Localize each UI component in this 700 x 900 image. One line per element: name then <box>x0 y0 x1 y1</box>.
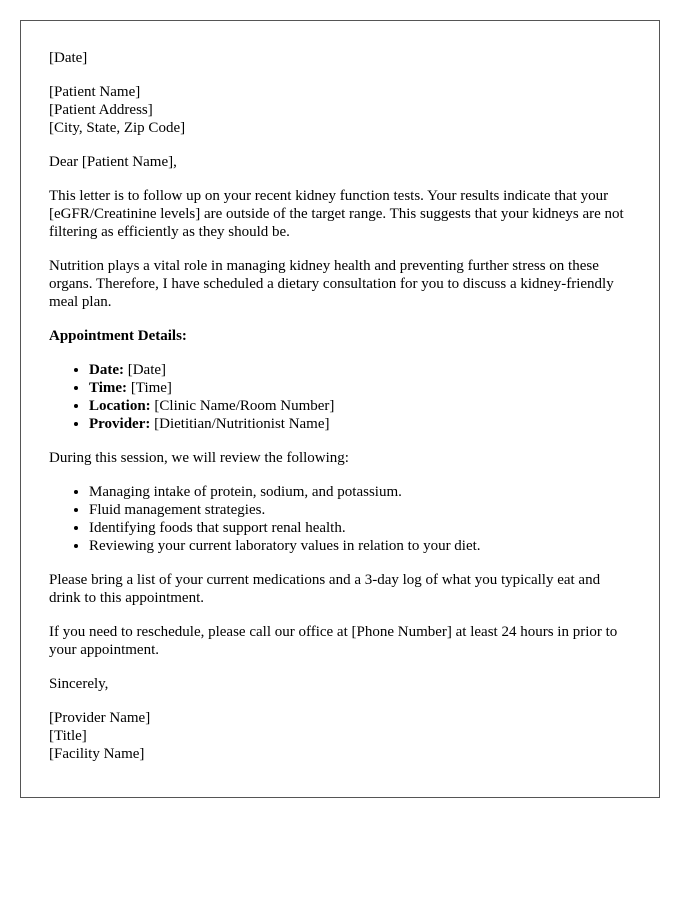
recipient-address: [Patient Address] <box>49 102 153 118</box>
appointment-provider-label: Provider: <box>89 416 151 432</box>
appointment-details-list <box>49 361 629 433</box>
signature-block <box>49 709 629 763</box>
appointment-heading: Appointment Details: <box>49 328 187 344</box>
signature-title: [Title] <box>49 728 87 744</box>
paragraph-test-results: This letter is to follow up on your recent kidney function tests. Your results indicate that your [eGFR/Creatinine levels] are outside of the target range. This suggests that your kidneys are not filtering as efficiently as they should be. <box>49 188 624 240</box>
closing: Sincerely, <box>49 676 109 692</box>
paragraph-bring-items: Please bring a list of your current medications and a 3-day log of what you typically eat and drink to this appointment. <box>49 572 601 606</box>
paragraph-reschedule: If you need to reschedule, please call our office at [Phone Number] at least 24 hours in prior to your appointment. <box>49 624 618 658</box>
recipient-block <box>49 83 629 137</box>
signature-provider-name: [Provider Name] <box>49 710 151 726</box>
salutation: Dear [Patient Name], <box>49 154 177 170</box>
review-topic-item: • Managing intake of protein, sodium, and potassium. <box>89 483 629 501</box>
appointment-provider-item <box>89 415 629 433</box>
appointment-location-item <box>89 397 629 415</box>
letter-date: [Date] <box>49 50 88 66</box>
appointment-time-value: [Time] <box>127 380 172 396</box>
review-topic-item: • Fluid management strategies. <box>89 501 629 519</box>
review-topics-list <box>49 483 629 555</box>
review-intro: During this session, we will review the following: <box>49 450 349 466</box>
appointment-time-item <box>89 379 629 397</box>
recipient-city-state-zip: [City, State, Zip Code] <box>49 120 186 136</box>
appointment-location-label: Location: <box>89 398 151 414</box>
appointment-location-value: [Clinic Name/Room Number] <box>150 398 335 414</box>
appointment-date-label: Date: <box>89 362 124 378</box>
review-topic-item: • Identifying foods that support renal health. <box>89 519 629 537</box>
letter-body <box>49 49 629 779</box>
appointment-date-item <box>89 361 629 379</box>
review-topic-item: • Reviewing your current laboratory values in relation to your diet. <box>89 537 629 555</box>
appointment-provider-value: [Dietitian/Nutritionist Name] <box>150 416 330 432</box>
appointment-time-label: Time: <box>89 380 128 396</box>
recipient-name: [Patient Name] <box>49 84 141 100</box>
paragraph-nutrition: Nutrition plays a vital role in managing kidney health and preventing further stress on these organs. Therefore, I have scheduled a dietary consultation for you to discuss a kidney-friendly meal plan. <box>49 258 614 310</box>
appointment-date-value: [Date] <box>123 362 167 378</box>
letter-frame <box>20 20 660 798</box>
signature-facility: [Facility Name] <box>49 746 145 762</box>
